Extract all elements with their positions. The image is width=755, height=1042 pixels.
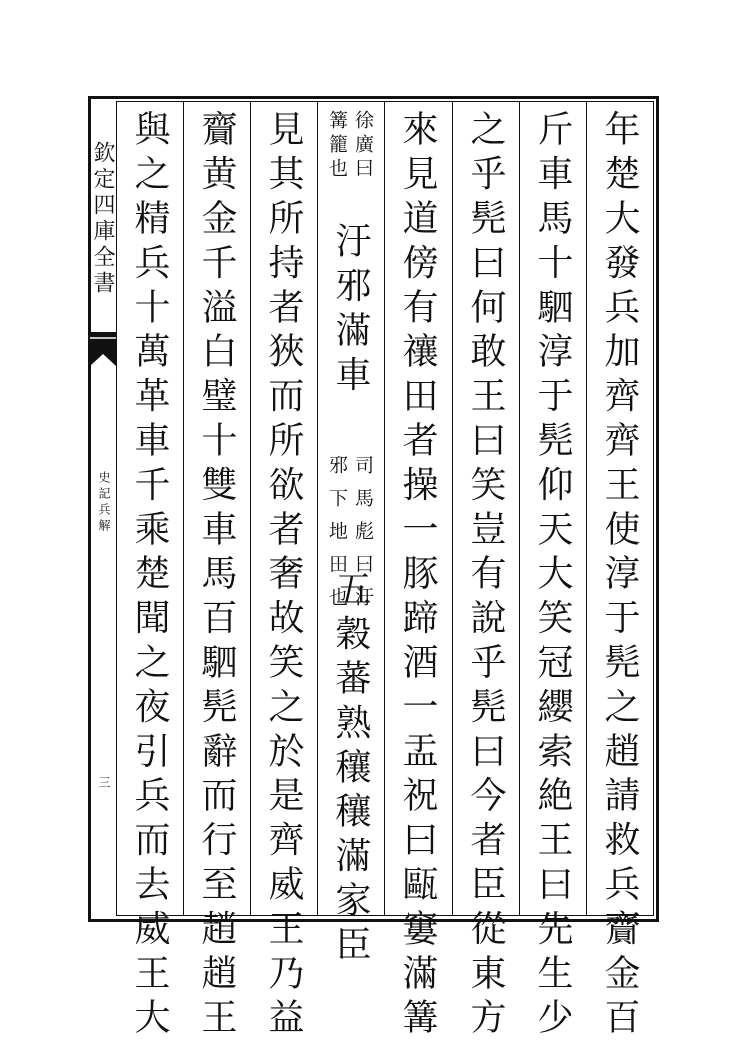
text-column-1: 年楚大發兵加齊齊王使淳于髡之趙請救兵齎金百 bbox=[599, 110, 640, 1042]
text-column-7: 齎黄金千溢白璧十雙車馬百駟髡辭而行至趙趙王 bbox=[196, 110, 237, 1042]
commentary-note-1-right: 徐廣曰 bbox=[352, 110, 374, 182]
column-rule bbox=[317, 101, 318, 916]
column-rule bbox=[384, 101, 385, 916]
commentary-note-2-left: 邪下地田也 bbox=[326, 455, 348, 620]
fish-tail-ornament-icon bbox=[90, 332, 116, 366]
column-rule bbox=[586, 101, 587, 916]
text-column-5 bbox=[325, 110, 375, 970]
margin-page-number: 三 bbox=[97, 776, 111, 788]
main-text-segment-1: 汙邪滿車 bbox=[330, 222, 371, 400]
text-column-4: 來見道傍有禳田者操一豚蹄酒一盂祝曰甌窶滿篝 bbox=[397, 110, 438, 1042]
commentary-note-1-left: 篝籠也 bbox=[326, 110, 348, 182]
column-rule bbox=[519, 101, 520, 916]
text-column-6: 見其所持者狹而所欲者奢故笑之於是齊威王乃益 bbox=[263, 110, 304, 1042]
text-column-2: 斤車馬十駟淳于髡仰天大笑冠纓索絶王曰先生少 bbox=[532, 110, 573, 1042]
main-text-segment-2: 五穀蕃熟穰穰滿家臣 bbox=[330, 570, 371, 970]
margin-book-title: 欽定四庫全書 bbox=[90, 141, 115, 297]
column-rule bbox=[183, 101, 184, 916]
text-column-8: 與之精兵十萬革車千乘楚聞之夜引兵而去威王大 bbox=[129, 110, 170, 1042]
column-rule bbox=[250, 101, 251, 916]
commentary-note-2-right: 司馬彪曰汙 bbox=[352, 455, 374, 620]
margin-section-title: 史記兵解 bbox=[97, 471, 111, 535]
column-rule bbox=[452, 101, 453, 916]
text-column-3: 之乎髡曰何敢王曰笑豈有說乎髡曰今者臣從東方 bbox=[465, 110, 506, 1042]
